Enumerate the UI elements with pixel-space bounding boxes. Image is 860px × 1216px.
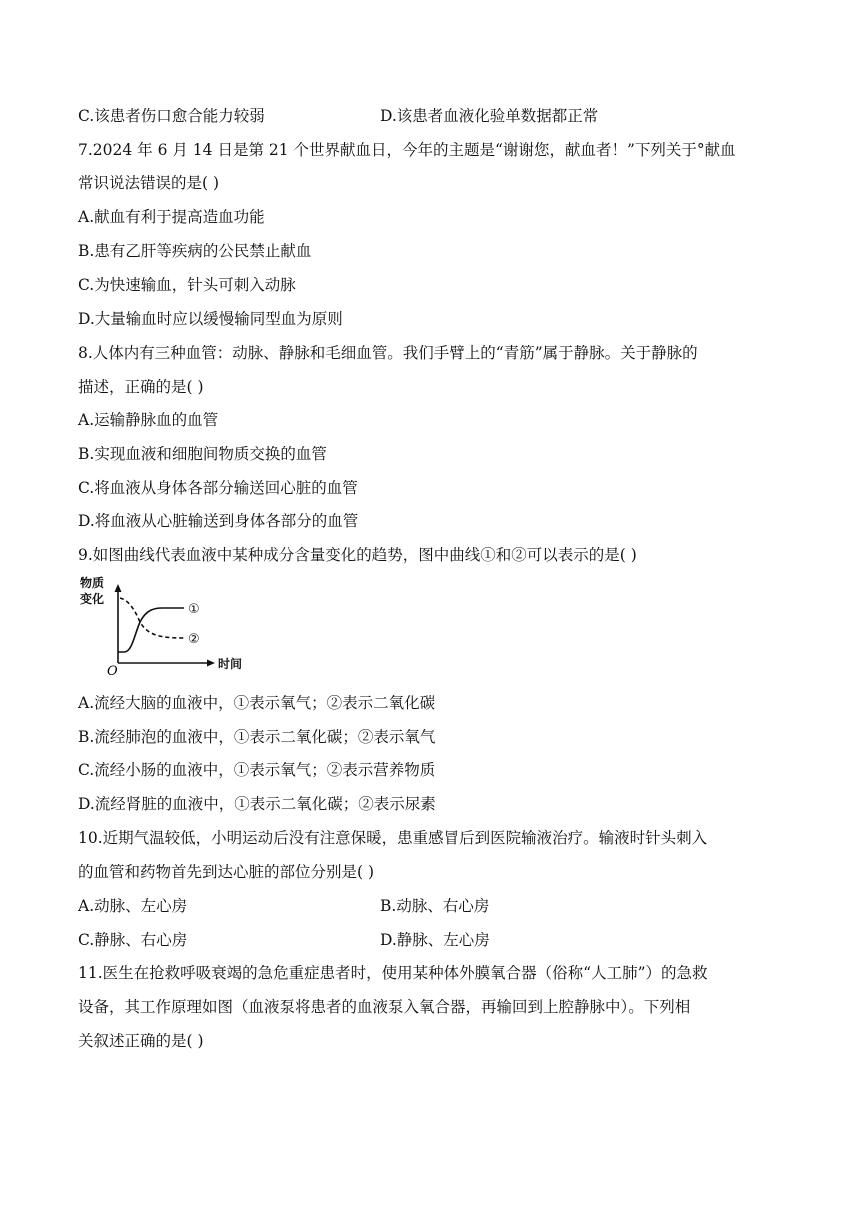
x-axis-label: 时间 bbox=[218, 657, 243, 671]
origin-label: O bbox=[107, 664, 118, 678]
q8-stem-line2: 描述，正确的是( ) bbox=[78, 378, 204, 396]
q9-curve-figure bbox=[78, 574, 258, 678]
q8-option-b: B.实现血液和细胞间物质交换的血管 bbox=[78, 445, 327, 463]
x-axis-arrow-icon bbox=[207, 660, 215, 667]
q7-stem-line1: 7.2024 年 6 月 14 日是第 21 个世界献血日，今年的主题是“谢谢您，献血者！”下列关于°献血 bbox=[78, 141, 736, 159]
q10-stem-line1: 10.近期气温较低，小明运动后没有注意保暖，患重感冒后到医院输液治疗。输液时针头刺入 bbox=[78, 829, 708, 847]
q9-curve-svg bbox=[78, 574, 258, 678]
q7-option-c: C.为快速输血，针头可刺入动脉 bbox=[78, 276, 296, 294]
q7-option-d: D.大量输血时应以缓慢输同型血为原则 bbox=[78, 310, 343, 328]
q9-stem: 9.如图曲线代表血液中某种成分含量变化的趋势，图中曲线①和②可以表示的是( ) bbox=[78, 546, 637, 564]
q7-option-b: B.患有乙肝等疾病的公民禁止献血 bbox=[78, 242, 312, 260]
q8-stem-line1: 8.人体内有三种血管：动脉、静脉和毛细血管。我们手臂上的“青筋”属于静脉。关于静脉的 bbox=[78, 344, 698, 362]
q11-stem-line2: 设备，其工作原理如图（血液泵将患者的血液泵入氧合器，再输回到上腔静脉中）。下列相 bbox=[78, 998, 691, 1016]
curve-1-label: ① bbox=[188, 602, 200, 617]
q8-option-c: C.将血液从身体各部分输送回心脏的血管 bbox=[78, 479, 358, 497]
q7-option-a: A.献血有利于提高造血功能 bbox=[78, 208, 265, 226]
curve-1 bbox=[118, 608, 184, 652]
y-axis-label-line2: 变化 bbox=[80, 592, 105, 606]
q10-option-a: A.动脉、左心房 bbox=[78, 897, 188, 915]
q9-option-d: D.流经肾脏的血液中，①表示二氧化碳；②表示尿素 bbox=[78, 795, 436, 813]
q11-stem-line3: 关叙述正确的是( ) bbox=[78, 1032, 204, 1050]
curve-2-label: ② bbox=[188, 632, 200, 647]
y-axis-label-line1: 物质 bbox=[80, 576, 105, 590]
q10-option-c: C.静脉、右心房 bbox=[78, 931, 188, 949]
q10-option-b: B.动脉、右心房 bbox=[380, 897, 490, 915]
q10-option-d: D.静脉、左心房 bbox=[380, 931, 490, 949]
q10-stem-line2: 的血管和药物首先到达心脏的部位分别是( ) bbox=[78, 863, 375, 881]
q8-option-d: D.将血液从心脏输送到身体各部分的血管 bbox=[78, 512, 359, 530]
q9-option-b: B.流经肺泡的血液中，①表示二氧化碳；②表示氧气 bbox=[78, 728, 436, 746]
q9-option-c: C.流经小肠的血液中，①表示氧气；②表示营养物质 bbox=[78, 761, 436, 779]
q9-option-a: A.流经大脑的血液中，①表示氧气；②表示二氧化碳 bbox=[78, 694, 436, 712]
q7-stem-line2: 常识说法错误的是( ) bbox=[78, 174, 220, 192]
q8-option-a: A.运输静脉血的血管 bbox=[78, 411, 219, 429]
curve-2 bbox=[120, 598, 184, 638]
y-axis-arrow-icon bbox=[115, 584, 122, 592]
q6-option-d: D.该患者血液化验单数据都正常 bbox=[380, 107, 599, 125]
q11-stem-line1: 11.医生在抢救呼吸衰竭的急危重症患者时，使用某种体外膜氧合器（俗称“人工肺”）的急救 bbox=[78, 964, 708, 982]
q6-option-c: C.该患者伤口愈合能力较弱 bbox=[78, 107, 265, 125]
